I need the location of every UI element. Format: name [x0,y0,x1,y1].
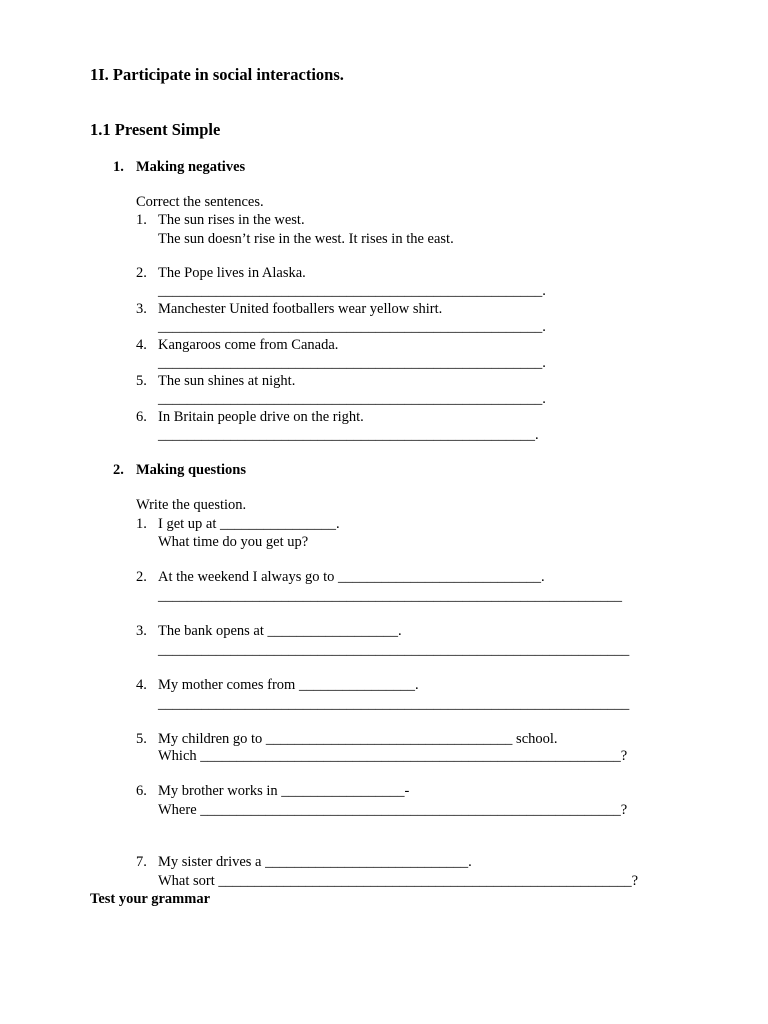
item-sentence: Manchester United footballers wear yellow shirt. [158,301,443,317]
part2-heading: Making questions [136,462,246,478]
item-number: 6. [136,783,147,799]
item-number: 5. [136,373,147,389]
item-sentence: The sun shines at night. [158,373,296,389]
item-number: 4. [136,337,147,353]
part1-heading: Making negatives [136,159,246,175]
part1-instruction: Correct the sentences. [136,194,264,210]
part2-number: 2. [113,462,124,478]
part2-instruction: Write the question. [136,497,247,513]
section-title: 1.1 Present Simple [90,120,221,139]
item-number: 3. [136,301,147,317]
item-sentence: Kangaroos come from Canada. [158,337,339,353]
answer-blank: _____________________________________________________. [158,319,546,335]
item-number: 1. [136,212,147,228]
part1-number: 1. [113,159,124,175]
footer-heading: Test your grammar [90,891,211,907]
item-number: 2. [136,265,147,281]
item-sentence: The sun rises in the west. [158,212,305,228]
item-number: 7. [136,854,147,870]
answer-blank: _____________________________________________________. [158,391,546,407]
item-sentence: My children go to __________________________________ school. [158,731,558,747]
item-answer: Where __________________________________________________________? [158,802,628,818]
item-answer: Which __________________________________________________________? [158,748,628,764]
answer-blank: _____________________________________________________. [158,355,546,371]
item-number: 4. [136,677,147,693]
answer-blank: ________________________________________________________________ [158,588,622,604]
item-answer: What time do you get up? [158,534,309,550]
answer-blank: _________________________________________________________________ [158,642,630,658]
item-sentence: My sister drives a ____________________________. [158,854,472,870]
item-number: 3. [136,623,147,639]
item-number: 2. [136,569,147,585]
item-answer: The sun doesn’t rise in the west. It rises in the east. [158,231,454,247]
item-number: 6. [136,409,147,425]
item-number: 1. [136,516,147,532]
item-sentence: My brother works in _________________- [158,783,410,799]
item-sentence: The Pope lives in Alaska. [158,265,306,281]
answer-blank: _________________________________________________________________ [158,696,630,712]
answer-blank: _____________________________________________________. [158,283,546,299]
item-sentence: The bank opens at __________________. [158,623,402,639]
item-number: 5. [136,731,147,747]
item-sentence: At the weekend I always go to ____________________________. [158,569,545,585]
item-answer: What sort _________________________________________________________? [158,873,639,889]
item-sentence: My mother comes from ________________. [158,677,419,693]
answer-blank: ____________________________________________________. [158,427,539,443]
page-title: 1I. Participate in social interactions. [90,65,344,84]
item-sentence: I get up at ________________. [158,516,340,532]
item-sentence: In Britain people drive on the right. [158,409,364,425]
